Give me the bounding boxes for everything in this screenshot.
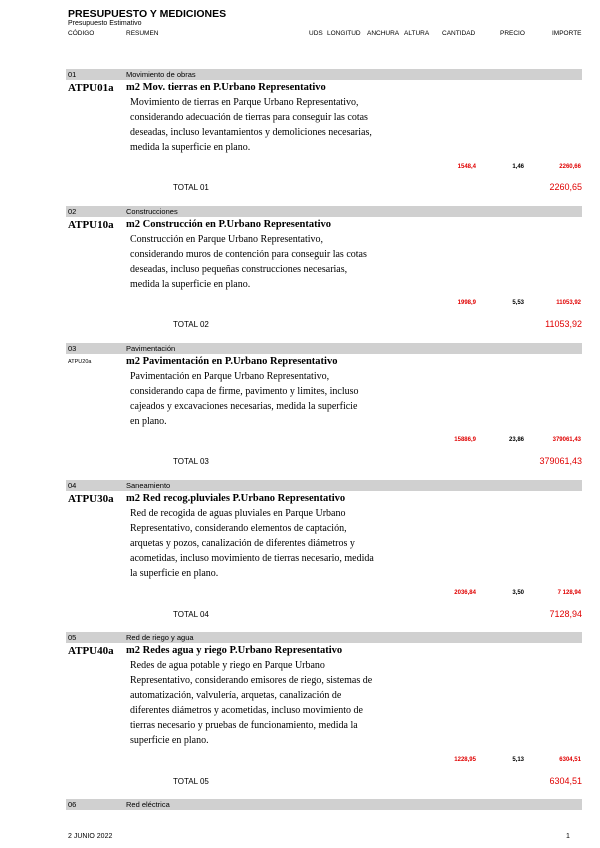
document-subtitle: Presupuesto Estimativo — [68, 20, 142, 27]
item-importe: 379061,43 — [552, 437, 581, 443]
col-header-anchura: ANCHURA — [367, 30, 400, 37]
chapter-code: 01 — [68, 70, 77, 79]
item-importe: 6304,51 — [559, 757, 581, 763]
chapter-total-value: 379061,43 — [539, 456, 582, 466]
item-code: ATPU20a — [68, 359, 92, 365]
item-title: m2 Redes agua y riego P.Urbano Representativo — [126, 645, 343, 656]
chapter-total-label: TOTAL 04 — [173, 610, 209, 619]
chapter-name: Red de riego y agua — [126, 633, 194, 642]
chapter-total-value: 11053,92 — [545, 319, 582, 329]
item-precio: 5,13 — [512, 757, 524, 763]
item-cantidad: 2036,84 — [454, 590, 476, 596]
chapter-name: Pavimentación — [126, 344, 176, 353]
chapter-total-label: TOTAL 02 — [173, 320, 209, 329]
item-cantidad: 15886,9 — [454, 437, 476, 443]
col-header-precio: PRECIO — [500, 30, 525, 37]
col-header-importe: IMPORTE — [552, 30, 582, 37]
col-header-longitud: LONGITUD — [327, 30, 361, 37]
chapter-name: Saneamiento — [126, 481, 171, 490]
item-title: m2 Mov. tierras en P.Urbano Representativo — [126, 82, 326, 93]
item-description: Construcción en Parque Urbano Representativo, considerando muros de contención para conseguir las cotas deseadas, incluso pequeñas construcciones necesarias, medida la superficie en plano. — [130, 234, 367, 290]
item-precio: 1,46 — [512, 164, 524, 170]
item-cantidad: 1548,4 — [457, 164, 476, 170]
chapter-code: 05 — [68, 633, 77, 642]
item-description: Red de recogida de aguas pluviales en Parque Urbano Representativo, considerando elementos de captación, arquetas y pozos, canalización de diferentes diámetros y acometidas, incluso movimiento de tierras necesario, medida la superficie en plano. — [130, 508, 374, 579]
item-precio: 5,53 — [512, 300, 524, 306]
item-description: Movimiento de tierras en Parque Urbano Representativo, considerando adecuación de tierras para conseguir las cotas deseadas, incluso levantamientos y demoliciones necesarias, medida la superficie en plano. — [130, 97, 372, 153]
document-title: PRESUPUESTO Y MEDICIONES — [68, 8, 227, 20]
item-title: m2 Red recog.pluviales P.Urbano Representativo — [126, 493, 346, 504]
chapter-total-label: TOTAL 03 — [173, 457, 209, 466]
item-cantidad: 1228,95 — [454, 757, 476, 763]
item-code: ATPU40a — [68, 645, 114, 657]
item-title: m2 Construcción en P.Urbano Representativo — [126, 219, 332, 230]
chapter-total-value: 7128,94 — [549, 609, 582, 619]
chapter-total-label: TOTAL 01 — [173, 183, 209, 192]
col-header-codigo: CÓDIGO — [68, 30, 95, 37]
col-header-cantidad: CANTIDAD — [442, 30, 476, 37]
col-header-altura: ALTURA — [404, 30, 430, 37]
item-code: ATPU01a — [68, 82, 114, 94]
item-importe: 2260,66 — [559, 164, 581, 170]
chapter-code: 03 — [68, 344, 77, 353]
footer-date: 2 JUNIO 2022 — [68, 833, 113, 840]
item-description: Pavimentación en Parque Urbano Representativo, considerando capa de firme, pavimento y limites, incluso cajeados y excavaciones necesarias, medida la superficie en plano. — [130, 371, 359, 427]
chapter-name: Movimiento de obras — [126, 70, 196, 79]
chapter-total-value: 6304,51 — [549, 776, 582, 786]
item-precio: 23,86 — [508, 437, 524, 443]
col-header-resumen: RESUMEN — [126, 30, 159, 37]
chapter-name: Construcciones — [126, 207, 178, 216]
chapter-code: 06 — [68, 800, 77, 809]
chapter-total-label: TOTAL 05 — [173, 777, 209, 786]
item-code: ATPU30a — [68, 493, 114, 505]
item-cantidad: 1998,9 — [457, 300, 476, 306]
item-description: Redes de agua potable y riego en Parque Urbano Representativo, considerando emisores de riego, sistemas de automatización, valvulería, arquetas, canalización de diferentes diámetros y acometidas, incluso movimiento de tierras necesario y pruebas de funcionamiento, medida la superficie en plano. — [130, 660, 373, 746]
footer-page-number: 1 — [566, 833, 570, 840]
col-header-uds: UDS — [309, 30, 323, 37]
item-code: ATPU10a — [68, 219, 114, 231]
chapter-code: 02 — [68, 207, 77, 216]
item-title: m2 Pavimentación en P.Urbano Representativo — [126, 356, 338, 367]
item-importe: 7 128,94 — [557, 590, 581, 596]
chapter-code: 04 — [68, 481, 77, 490]
item-precio: 3,50 — [512, 590, 524, 596]
item-importe: 11053,92 — [556, 300, 581, 306]
chapter-total-value: 2260,65 — [549, 182, 582, 192]
chapter-name: Red eléctrica — [126, 800, 170, 809]
